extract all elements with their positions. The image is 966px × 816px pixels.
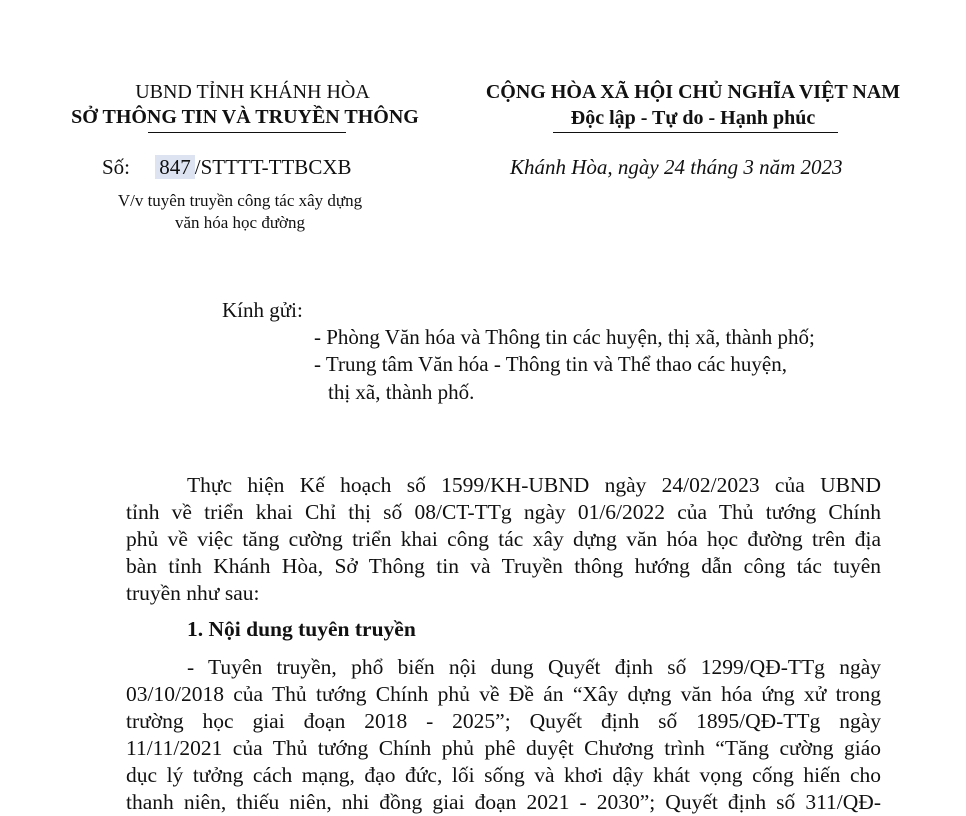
subject-line-2: văn hóa học đường <box>174 213 306 232</box>
section-line: - Tuyên truyền, phổ biến nội dung Quyết định số 1299/QĐ-TTg ngày <box>187 655 881 679</box>
doc-number-suffix: /STTTT-TTBCXB <box>194 155 352 179</box>
section-line: 11/11/2021 của Thủ tướng Chính phủ phê duyệt Chương trình “Tăng cường giáo <box>126 736 881 760</box>
agency-name: SỞ THÔNG TIN VÀ TRUYỀN THÔNG <box>71 106 419 128</box>
section-line: 03/10/2018 của Thủ tướng Chính phủ về Đề án “Xây dựng văn hóa ứng xử trong <box>126 682 881 706</box>
doc-number <box>102 154 352 180</box>
agency-underline <box>148 132 346 133</box>
national-motto: Độc lập - Tự do - Hạnh phúc <box>570 107 816 129</box>
recipient-item-continued: thị xã, thành phố. <box>328 380 475 404</box>
intro-line: bàn tỉnh Khánh Hòa, Sở Thông tin và Truyền thông hướng dẫn công tác tuyên <box>126 554 881 578</box>
section-line: trường học giai đoạn 2018 - 2025”; Quyết định số 1895/QĐ-TTg ngày <box>126 709 881 733</box>
doc-number-value: 847 <box>155 155 195 179</box>
recipient-item: - Trung tâm Văn hóa - Thông tin và Thể thao các huyện, <box>314 352 788 376</box>
intro-line: phủ về việc tăng cường triển khai công tác xây dựng văn hóa học đường trên địa <box>126 527 881 551</box>
place-date: Khánh Hòa, ngày 24 tháng 3 năm 2023 <box>510 155 843 179</box>
agency-parent: UBND TỈNH KHÁNH HÒA <box>135 81 370 103</box>
intro-line: Thực hiện Kế hoạch số 1599/KH-UBND ngày 24/02/2023 của UBND <box>187 473 881 497</box>
motto-underline <box>553 132 838 133</box>
subject-line-1: V/v tuyên truyền công tác xây dựng <box>117 191 363 210</box>
section-line: thanh niên, thiếu niên, nhi đồng giai đoạn 2021 - 2030”; Quyết định số 311/QĐ- <box>126 790 881 814</box>
recipient-item: - Phòng Văn hóa và Thông tin các huyện, thị xã, thành phố; <box>314 325 815 349</box>
national-title: CỘNG HÒA XÃ HỘI CHỦ NGHĨA VIỆT NAM <box>485 81 901 103</box>
intro-line: truyền như sau: <box>126 581 260 605</box>
section-heading: 1. Nội dung tuyên truyền <box>187 617 416 641</box>
recipients-label: Kính gửi: <box>222 298 303 322</box>
intro-line: tỉnh về triển khai Chỉ thị số 08/CT-TTg ngày 01/6/2022 của Thủ tướng Chính <box>126 500 881 524</box>
section-line: dục lý tưởng cách mạng, đạo đức, lối sống và khơi dậy khát vọng cống hiến cho <box>126 763 881 787</box>
doc-number-prefix: Số: <box>102 155 131 179</box>
